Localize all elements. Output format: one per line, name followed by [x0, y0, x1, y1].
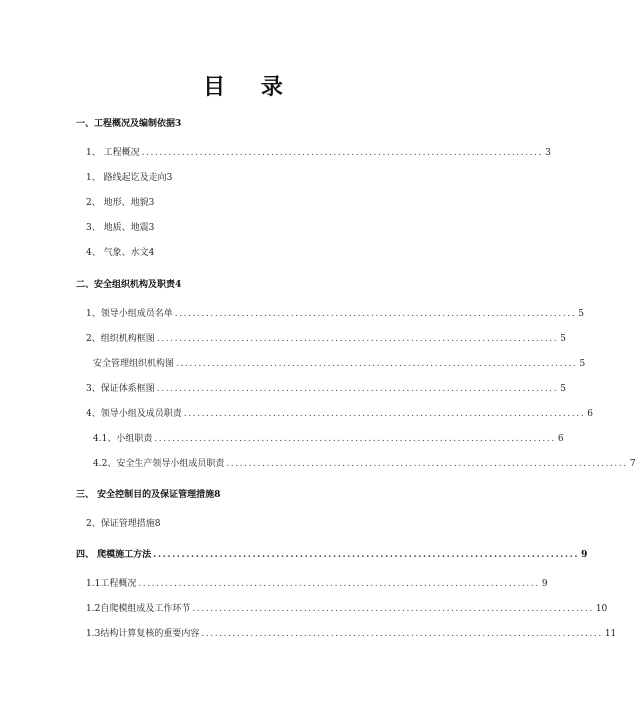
toc-entry-page: 5: [560, 334, 566, 344]
toc-entry[interactable]: [86, 518, 426, 530]
toc-entry-label: 1、 路线起讫及走向3: [86, 173, 173, 183]
toc-entry[interactable]: [86, 147, 551, 159]
toc-entry-page: 11: [604, 629, 617, 639]
toc-entry[interactable]: [86, 308, 584, 320]
dot-leader: ..........................................................................................: [154, 434, 556, 444]
toc-entry[interactable]: [86, 247, 426, 259]
toc-entry-page: 5: [560, 384, 566, 394]
toc-entry-label: 4、领导小组及成员职责: [86, 409, 182, 419]
dot-leader: ..........................................................................................: [156, 334, 559, 344]
toc-entry[interactable]: [93, 358, 586, 370]
dot-leader: ..........................................................................................: [141, 148, 544, 158]
toc-entry-label: 4.1、小组职责: [93, 434, 153, 444]
toc-entry-label: 3、 地质、地震3: [86, 223, 155, 233]
toc-entry-page: 9: [541, 579, 548, 589]
dot-leader: ..........................................................................................: [153, 550, 580, 560]
toc-entry-page: 6: [587, 409, 593, 419]
toc-entry-label: 3、保证体系框图: [86, 384, 155, 394]
toc-entry[interactable]: [86, 172, 426, 184]
toc-entry[interactable]: [86, 408, 593, 420]
toc-entry-label: 1.2自爬模组成及工作环节: [86, 604, 191, 614]
toc-entry-page: 6: [557, 434, 564, 444]
toc-entry[interactable]: [76, 118, 426, 130]
toc-entry-label: 二、安全组织机构及职责4: [76, 280, 182, 290]
toc-entry[interactable]: [93, 458, 636, 470]
toc-entry-label: 2、组织机构框图: [86, 334, 155, 344]
toc-entry[interactable]: [76, 489, 426, 501]
toc-entry[interactable]: [86, 333, 566, 345]
toc-entry-label: 2、保证管理措施8: [86, 519, 161, 529]
dot-leader: ..........................................................................................: [174, 309, 577, 319]
page-title: 目 录: [203, 74, 297, 100]
dot-leader: ..........................................................................................: [138, 579, 540, 589]
toc-entry-label: 1、领导小组成员名单: [86, 309, 173, 319]
toc-entry[interactable]: [86, 603, 608, 615]
toc-entry-label: 四、 爬模施工方法: [76, 550, 152, 560]
toc-entry[interactable]: [76, 549, 588, 561]
toc-entry-label: 三、 安全控制目的及保证管理措施8: [76, 490, 221, 500]
toc-entry-label: 1、 工程概况: [86, 148, 140, 158]
toc-entry[interactable]: [86, 578, 548, 590]
toc-entry-page: 5: [579, 359, 586, 369]
toc-entry-label: 4.2、安全生产领导小组成员职责: [93, 459, 225, 469]
dot-leader: ..........................................................................................: [226, 459, 628, 469]
toc-entry-page: 7: [629, 459, 636, 469]
toc-entry-label: 安全管理组织机构图: [93, 359, 175, 369]
dot-leader: ..........................................................................................: [192, 604, 594, 614]
toc-entry-page: 3: [545, 148, 551, 158]
toc-entry-page: 5: [578, 309, 584, 319]
toc-entry-label: 4、 气象、水文4: [86, 248, 155, 258]
toc-entry-label: 2、 地形、地貌3: [86, 198, 155, 208]
toc-entry[interactable]: [86, 628, 617, 640]
toc-entry-label: 一、工程概况及编制依据3: [76, 119, 182, 129]
toc-entry[interactable]: [86, 222, 426, 234]
toc-entry-page: 10: [595, 604, 608, 614]
dot-leader: ..........................................................................................: [176, 359, 578, 369]
toc-entry[interactable]: [86, 197, 426, 209]
toc-entry-label: 1.3结构计算复核的重要内容: [86, 629, 200, 639]
toc-entry-label: 1.1工程概况: [86, 579, 137, 589]
toc-entry[interactable]: [76, 279, 426, 291]
dot-leader: ..........................................................................................: [156, 384, 559, 394]
dot-leader: ..........................................................................................: [201, 629, 603, 639]
toc-entry[interactable]: [93, 433, 564, 445]
toc-entry-page: 9: [581, 550, 588, 560]
toc-entry[interactable]: [86, 383, 566, 395]
dot-leader: ..........................................................................................: [183, 409, 586, 419]
